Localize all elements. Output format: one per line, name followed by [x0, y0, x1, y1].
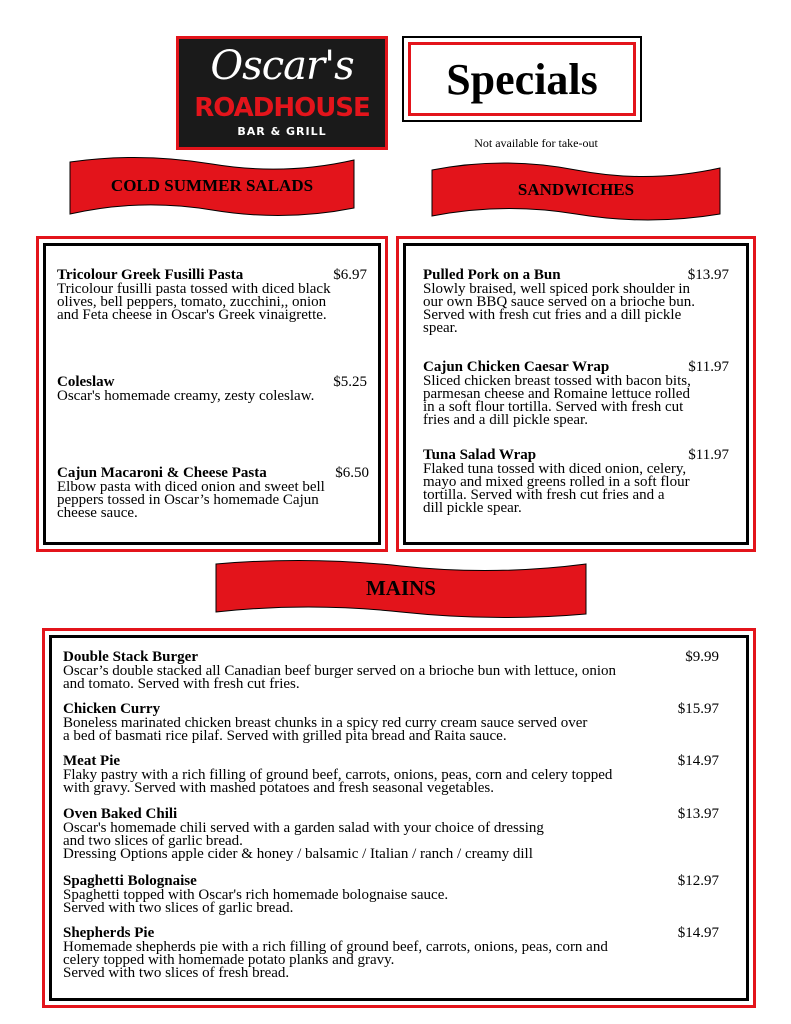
menu-item — [423, 361, 729, 427]
item-name: Oven Baked Chili — [63, 806, 178, 822]
roadhouse-logo — [176, 36, 388, 150]
menu-item — [63, 875, 719, 915]
logo-main-text: ROADHOUSE — [194, 93, 370, 123]
salads-banner — [68, 152, 356, 222]
menu-item — [423, 269, 729, 335]
menu-item — [63, 808, 719, 861]
menu-item — [57, 269, 367, 322]
item-description: Spaghetti topped with Oscar's rich homemade bolognaise sauce. Served with two slices of garlic bread. — [63, 887, 449, 916]
logo-script-text: Oscar's — [210, 43, 354, 89]
item-description: Flaked tuna tossed with diced onion, celery, mayo and mixed greens rolled in a soft flour tortilla. Served with fresh cut fries and a dill pickle spear. — [423, 461, 690, 516]
item-name: Shepherds Pie — [63, 925, 155, 941]
item-name: Chicken Curry — [63, 701, 161, 717]
salads-panel — [36, 236, 388, 552]
item-name: Spaghetti Bolognaise — [63, 873, 197, 889]
page-title: Specials — [446, 54, 598, 104]
takeout-note: Not available for take-out — [474, 136, 598, 150]
menu-item — [63, 755, 719, 795]
item-name: Cajun Chicken Caesar Wrap — [423, 359, 610, 375]
item-description: Oscar's homemade chili served with a garden salad with your choice of dressing and two slices of garlic bread. Dressing Options apple cider & honey / balsamic / Italian / ranch / creamy dill — [63, 820, 544, 862]
specials-title-frame — [408, 42, 636, 116]
mains-panel — [42, 628, 756, 1008]
item-description: Oscar’s double stacked all Canadian beef burger served on a brioche bun with lettuce, onion and tomato. Served with fresh cut fries. — [63, 663, 617, 692]
item-price: $14.97 — [677, 925, 719, 941]
item-price: $15.97 — [677, 701, 719, 717]
item-name: Coleslaw — [57, 374, 115, 390]
menu-item — [63, 651, 719, 691]
item-description: Homemade shepherds pie with a rich filling of ground beef, carrots, onions, peas, corn and celery topped with homemade potato planks and gravy. Served with two slices of fresh bread. — [63, 939, 608, 981]
item-price: $9.99 — [685, 649, 719, 665]
menu-item — [63, 703, 719, 743]
item-price: $6.97 — [333, 267, 367, 283]
item-description: Sliced chicken breast tossed with bacon bits, parmesan cheese and Romaine lettuce rolled in a soft flour tortilla. Served with fresh cut fries and a dill pickle spear. — [423, 373, 691, 428]
menu-item — [63, 927, 719, 980]
sandwiches-banner — [430, 156, 722, 226]
item-name: Pulled Pork on a Bun — [423, 267, 561, 283]
mains-heading: MAINS — [365, 576, 436, 600]
mains-banner — [214, 558, 588, 622]
salads-heading: COLD SUMMER SALADS — [110, 176, 314, 195]
item-price: $5.25 — [333, 374, 367, 390]
item-price: $14.97 — [677, 753, 719, 769]
item-description: Tricolour fusilli pasta tossed with diced black olives, bell peppers, tomato, zucchini,, onion and Feta cheese in Oscar's Greek vinaigrette. — [57, 281, 331, 323]
item-description: Boneless marinated chicken breast chunks in a spicy red curry cream sauce served over a bed of basmati rice pilaf. Served with grilled pita bread and Raita sauce. — [63, 715, 588, 744]
item-name: Tricolour Greek Fusilli Pasta — [57, 267, 244, 283]
item-name: Cajun Macaroni & Cheese Pasta — [57, 465, 267, 481]
item-price: $12.97 — [677, 873, 719, 889]
item-description: Flaky pastry with a rich filling of ground beef, carrots, onions, peas, corn and celery topped with gravy. Served with mashed potatoes and fresh seasonal vegetables. — [63, 767, 613, 796]
menu-item — [423, 449, 729, 515]
item-name: Double Stack Burger — [63, 649, 198, 665]
item-price: $11.97 — [688, 359, 729, 375]
sandwiches-panel — [396, 236, 756, 552]
sandwiches-heading: SANDWICHES — [517, 180, 635, 199]
item-name: Tuna Salad Wrap — [423, 447, 537, 463]
item-price: $6.50 — [335, 465, 369, 481]
item-price: $13.97 — [677, 806, 719, 822]
item-description: Oscar's homemade creamy, zesty coleslaw. — [57, 388, 315, 404]
item-description: Elbow pasta with diced onion and sweet bell peppers tossed in Oscar’s homemade Cajun cheese sauce. — [57, 479, 325, 521]
item-price: $13.97 — [687, 267, 729, 283]
item-price: $11.97 — [688, 447, 729, 463]
item-name: Meat Pie — [63, 753, 121, 769]
item-description: Slowly braised, well spiced pork shoulder in our own BBQ sauce served on a brioche bun. Served with fresh cut fries and a dill pickle spear. — [423, 281, 696, 336]
menu-item — [57, 467, 369, 520]
menu-item — [57, 376, 367, 403]
logo-subtitle-text: BAR & GRILL — [237, 125, 327, 138]
specials-title-box — [402, 36, 642, 122]
